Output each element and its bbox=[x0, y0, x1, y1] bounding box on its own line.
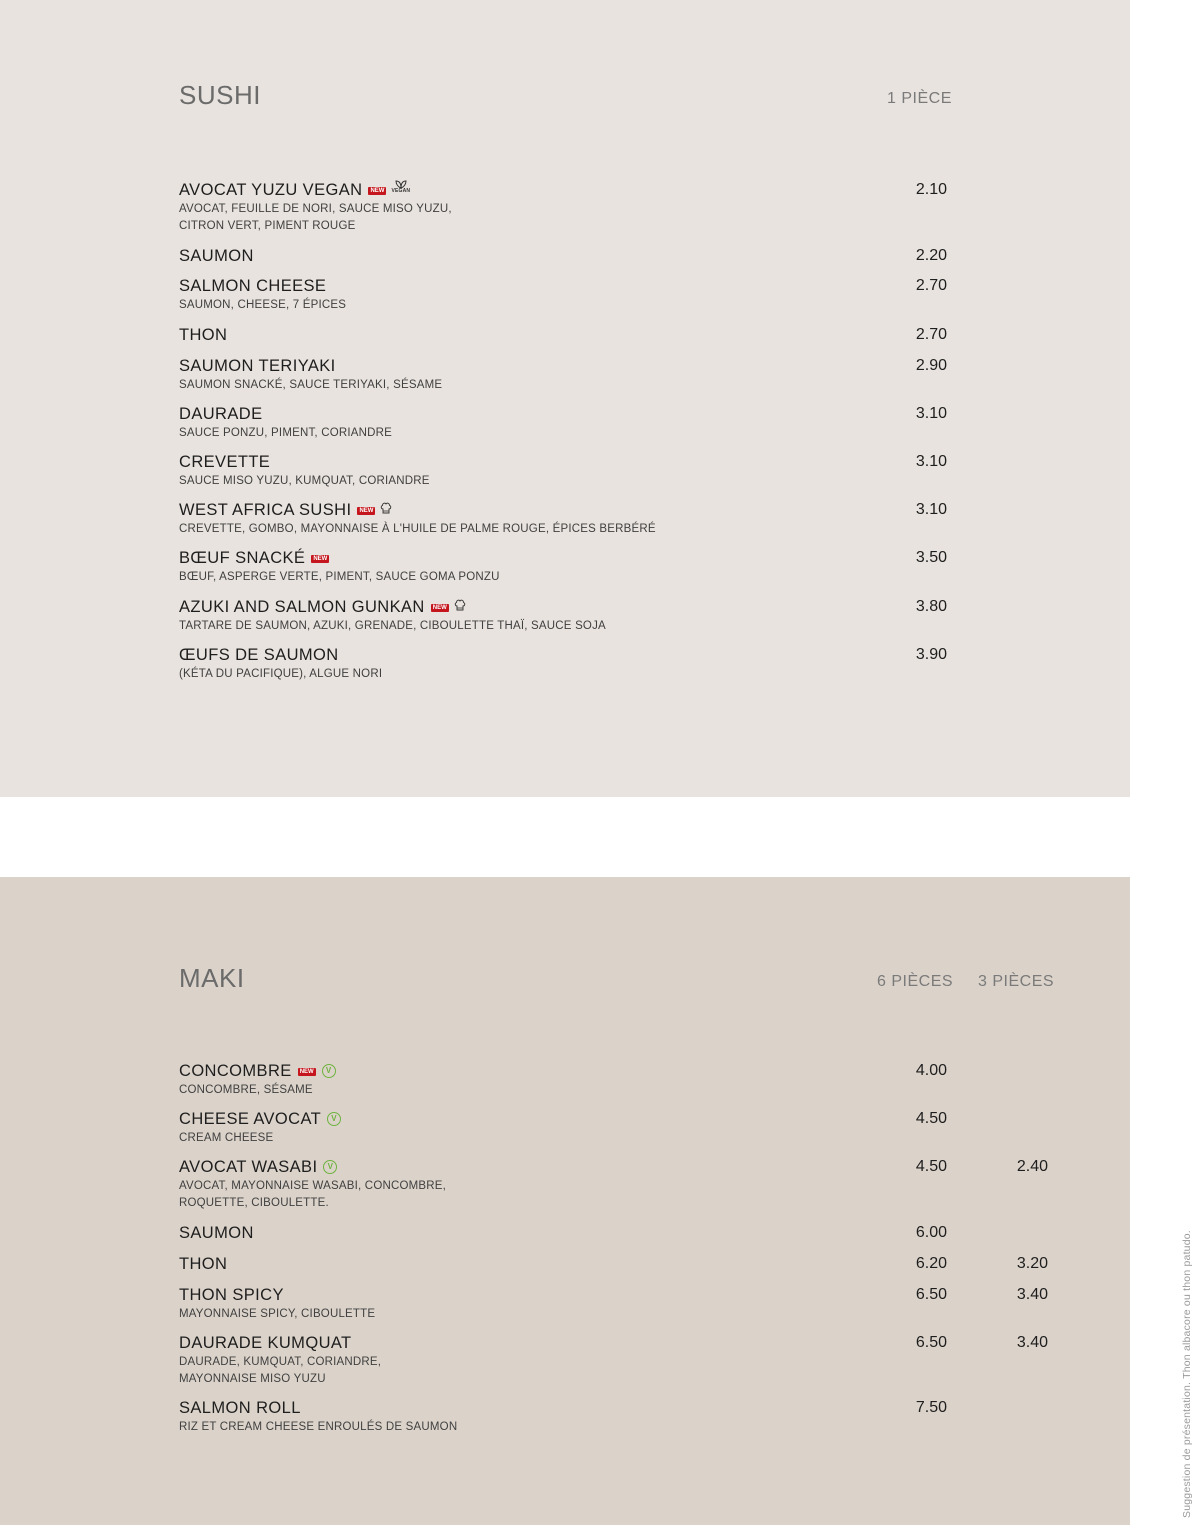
item-price-6: 6.50 bbox=[915, 1286, 947, 1303]
item-price-3: 3.20 bbox=[1016, 1255, 1048, 1272]
item-name: CREVETTE bbox=[179, 453, 271, 471]
presentation-note: Suggestion de présentation. Thon albacore ou thon patudo. bbox=[1181, 1230, 1193, 1518]
item-description: AVOCAT, FEUILLE DE NORI, SAUCE MISO YUZU, bbox=[179, 203, 452, 215]
item-price: 2.20 bbox=[915, 247, 947, 264]
item-name: THON SPICY bbox=[179, 1286, 284, 1304]
item-price-6: 6.00 bbox=[915, 1224, 947, 1241]
item-description: MAYONNAISE MISO YUZU bbox=[179, 1373, 326, 1385]
item-description: CREVETTE, GOMBO, MAYONNAISE À L'HUILE DE PALME ROUGE, ÉPICES BERBÉRÉ bbox=[179, 523, 656, 535]
item-price: 2.70 bbox=[915, 277, 947, 294]
item-description: AVOCAT, MAYONNAISE WASABI, CONCOMBRE, bbox=[179, 1180, 447, 1192]
new-badge-icon: NEW bbox=[370, 188, 385, 194]
item-price-6: 7.50 bbox=[915, 1399, 947, 1416]
vegan-icon bbox=[391, 180, 410, 194]
chef-hat-icon bbox=[380, 501, 392, 515]
chef-hat-icon bbox=[454, 598, 466, 612]
new-badge-icon: NEW bbox=[313, 556, 328, 562]
item-name: DAURADE KUMQUAT bbox=[179, 1334, 352, 1352]
item-name: SAUMON TERIYAKI bbox=[179, 357, 336, 375]
item-description: SAUMON SNACKÉ, SAUCE TERIYAKI, SÉSAME bbox=[179, 379, 443, 391]
item-price-6: 4.50 bbox=[915, 1110, 947, 1127]
vegan-label: VEGAN bbox=[391, 188, 411, 194]
item-description: TARTARE DE SAUMON, AZUKI, GRENADE, CIBOULETTE THAÏ, SAUCE SOJA bbox=[179, 620, 606, 632]
item-name: WEST AFRICA SUSHI bbox=[179, 501, 352, 519]
vegetarian-icon: V bbox=[322, 1064, 336, 1078]
item-name: THON bbox=[179, 1255, 228, 1273]
item-price-6: 4.50 bbox=[915, 1158, 947, 1175]
item-price: 3.90 bbox=[915, 646, 947, 663]
item-name: DAURADE bbox=[179, 405, 263, 423]
item-name: THON bbox=[179, 326, 228, 344]
item-price-6: 6.50 bbox=[915, 1334, 947, 1351]
item-price: 3.50 bbox=[915, 549, 947, 566]
item-name: SALMON CHEESE bbox=[179, 277, 327, 295]
vegetarian-icon: V bbox=[327, 1112, 341, 1126]
item-description: ROQUETTE, CIBOULETTE. bbox=[179, 1197, 329, 1209]
item-price: 2.90 bbox=[915, 357, 947, 374]
item-name: BŒUF SNACKÉ bbox=[179, 549, 306, 567]
item-name: CHEESE AVOCAT bbox=[179, 1110, 322, 1128]
item-description: BŒUF, ASPERGE VERTE, PIMENT, SAUCE GOMA PONZU bbox=[179, 571, 500, 583]
item-price: 3.10 bbox=[915, 453, 947, 470]
sushi-title: SUSHI bbox=[179, 80, 261, 110]
item-name: CONCOMBRE bbox=[179, 1062, 292, 1080]
item-name: SAUMON bbox=[179, 1224, 254, 1242]
item-description: CITRON VERT, PIMENT ROUGE bbox=[179, 220, 356, 232]
item-description: SAUMON, CHEESE, 7 ÉPICES bbox=[179, 299, 347, 311]
item-description: (KÉTA DU PACIFIQUE), ALGUE NORI bbox=[179, 668, 383, 680]
item-price-6: 4.00 bbox=[915, 1062, 947, 1079]
item-name: AZUKI AND SALMON GUNKAN bbox=[179, 598, 425, 616]
new-badge-icon: NEW bbox=[299, 1069, 314, 1075]
new-badge-icon: NEW bbox=[432, 605, 447, 611]
maki-3-pieces-header: 3 PIÈCES bbox=[978, 973, 1055, 990]
item-name: SAUMON bbox=[179, 247, 254, 265]
item-price-3: 3.40 bbox=[1016, 1334, 1048, 1351]
vegetarian-icon: V bbox=[323, 1160, 337, 1174]
new-badge-icon: NEW bbox=[359, 508, 374, 514]
sushi-section bbox=[0, 0, 1130, 797]
item-price: 3.10 bbox=[915, 405, 947, 422]
item-price-3: 2.40 bbox=[1016, 1158, 1048, 1175]
maki-title: MAKI bbox=[179, 963, 245, 993]
item-price: 3.80 bbox=[915, 598, 947, 615]
item-price-6: 6.20 bbox=[915, 1255, 947, 1272]
item-price-3: 3.40 bbox=[1016, 1286, 1048, 1303]
item-name: AVOCAT WASABI bbox=[179, 1158, 318, 1176]
item-name: SALMON ROLL bbox=[179, 1399, 301, 1417]
item-description: MAYONNAISE SPICY, CIBOULETTE bbox=[179, 1308, 376, 1320]
maki-section bbox=[0, 877, 1130, 1525]
item-price: 2.10 bbox=[915, 181, 947, 198]
item-description: CONCOMBRE, SÉSAME bbox=[179, 1084, 313, 1096]
item-price: 3.10 bbox=[915, 501, 947, 518]
item-name: AVOCAT YUZU VEGAN bbox=[179, 181, 363, 199]
item-description: RIZ ET CREAM CHEESE ENROULÉS DE SAUMON bbox=[179, 1421, 458, 1433]
item-name: ŒUFS DE SAUMON bbox=[179, 646, 339, 664]
item-description: DAURADE, KUMQUAT, CORIANDRE, bbox=[179, 1356, 382, 1368]
item-description: SAUCE MISO YUZU, KUMQUAT, CORIANDRE bbox=[179, 475, 430, 487]
item-description: CREAM CHEESE bbox=[179, 1132, 274, 1144]
item-price: 2.70 bbox=[915, 326, 947, 343]
item-description: SAUCE PONZU, PIMENT, CORIANDRE bbox=[179, 427, 393, 439]
sushi-price-header: 1 PIÈCE bbox=[887, 90, 952, 107]
maki-6-pieces-header: 6 PIÈCES bbox=[877, 973, 954, 990]
